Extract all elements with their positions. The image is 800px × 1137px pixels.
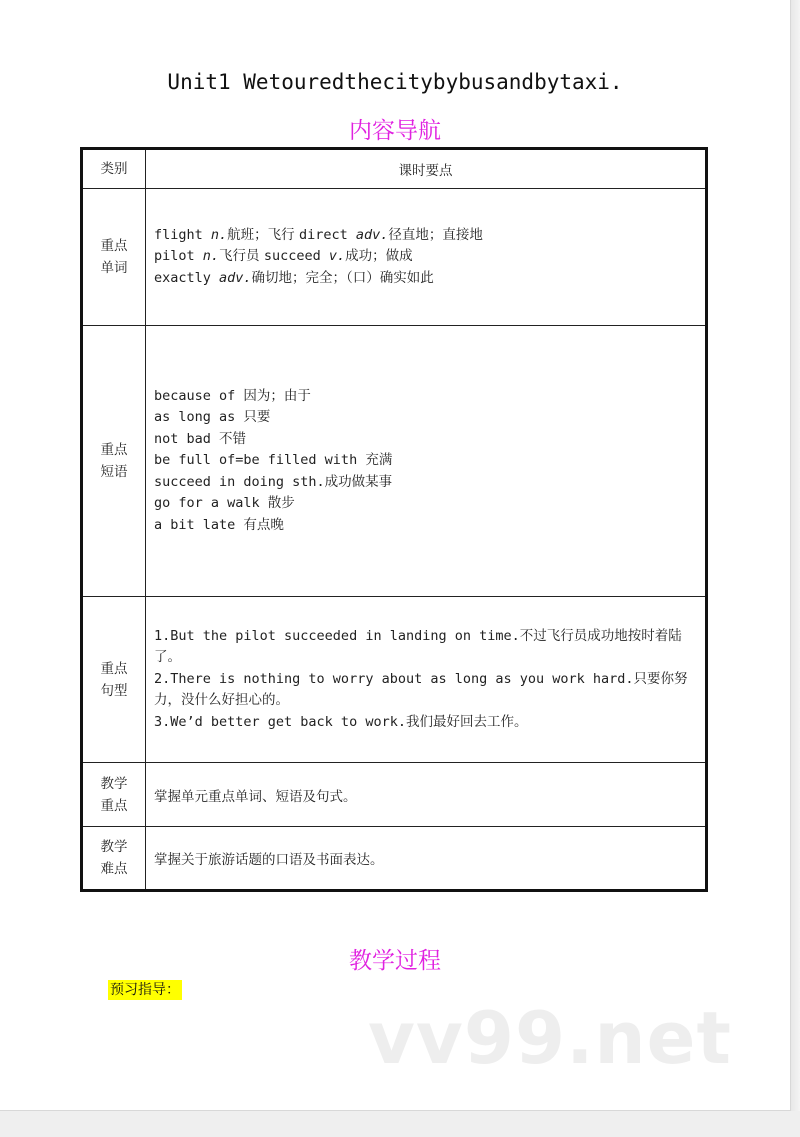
phrase-item: as long as 只要 [154, 409, 271, 426]
row-label-key-words [82, 189, 146, 326]
page-edge-shadow [790, 0, 800, 1137]
phrase-item: a bit late 有点晚 [154, 516, 284, 533]
row-label-teaching-difficulty [82, 827, 146, 891]
section-title-teaching-process: 教学过程 [349, 948, 441, 974]
row-teaching-focus [82, 763, 707, 827]
header-points: 课时要点 [146, 149, 707, 189]
row-key-sentences [82, 597, 707, 763]
page-bottom-shadow [0, 1111, 800, 1137]
word-line: flight n.航班；飞行 direct adv.径直地；直接地 [154, 226, 483, 243]
label-line: 短语 [100, 464, 128, 480]
key-phrases-cell [146, 326, 707, 597]
label-line: 重点 [100, 238, 128, 254]
row-key-phrases [82, 326, 707, 597]
phrase-item: succeed in doing sth.成功做某事 [154, 473, 393, 490]
word-line: pilot n.飞行员 succeed v.成功；做成 [154, 248, 413, 265]
row-key-words [82, 189, 707, 326]
phrase-item: because of 因为；由于 [154, 387, 311, 404]
row-label-key-phrases [82, 326, 146, 597]
label-line: 难点 [100, 861, 128, 877]
word-line: exactly adv.确切地；完全；（口）确实如此 [154, 269, 434, 286]
sentence-item: 2.There is nothing to worry about as long as you work hard.只要你努力，没什么好担心的。 [154, 670, 688, 709]
row-teaching-difficulty [82, 827, 707, 891]
label-line: 单词 [100, 260, 128, 276]
content-nav-table [80, 147, 708, 892]
label-line: 句型 [100, 682, 128, 699]
label-line: 重点 [100, 660, 128, 677]
teaching-focus-text: 掌握单元重点单词、短语及句式。 [146, 763, 707, 827]
phrase-item: go for a walk 散步 [154, 495, 295, 512]
label-line: 重点 [100, 797, 128, 814]
key-sentences-cell [146, 597, 707, 763]
preview-guide-label: 预习指导： [110, 982, 180, 998]
label-line: 教学 [100, 775, 128, 792]
watermark: vv99.net [368, 996, 732, 1080]
document-title: Unit1 Wetouredthecitybybusandbytaxi. [167, 70, 623, 94]
table-header-row [82, 149, 707, 189]
key-words-cell [146, 189, 707, 326]
row-label-teaching-focus [82, 763, 146, 827]
phrase-item: not bad 不错 [154, 430, 247, 447]
row-label-key-sentences [82, 597, 146, 763]
sentence-item: 1.But the pilot succeeded in landing on time.不过飞行员成功地按时着陆了。 [154, 627, 682, 666]
label-line: 教学 [100, 839, 128, 855]
header-category: 类别 [82, 149, 146, 189]
sentence-item: 3.We’d better get back to work.我们最好回去工作。 [154, 713, 528, 730]
phrase-item: be full of=be filled with 充满 [154, 452, 393, 469]
section-title-content-nav: 内容导航 [349, 118, 441, 144]
teaching-difficulty-text: 掌握关于旅游话题的口语及书面表达。 [146, 827, 707, 891]
label-line: 重点 [100, 442, 128, 458]
